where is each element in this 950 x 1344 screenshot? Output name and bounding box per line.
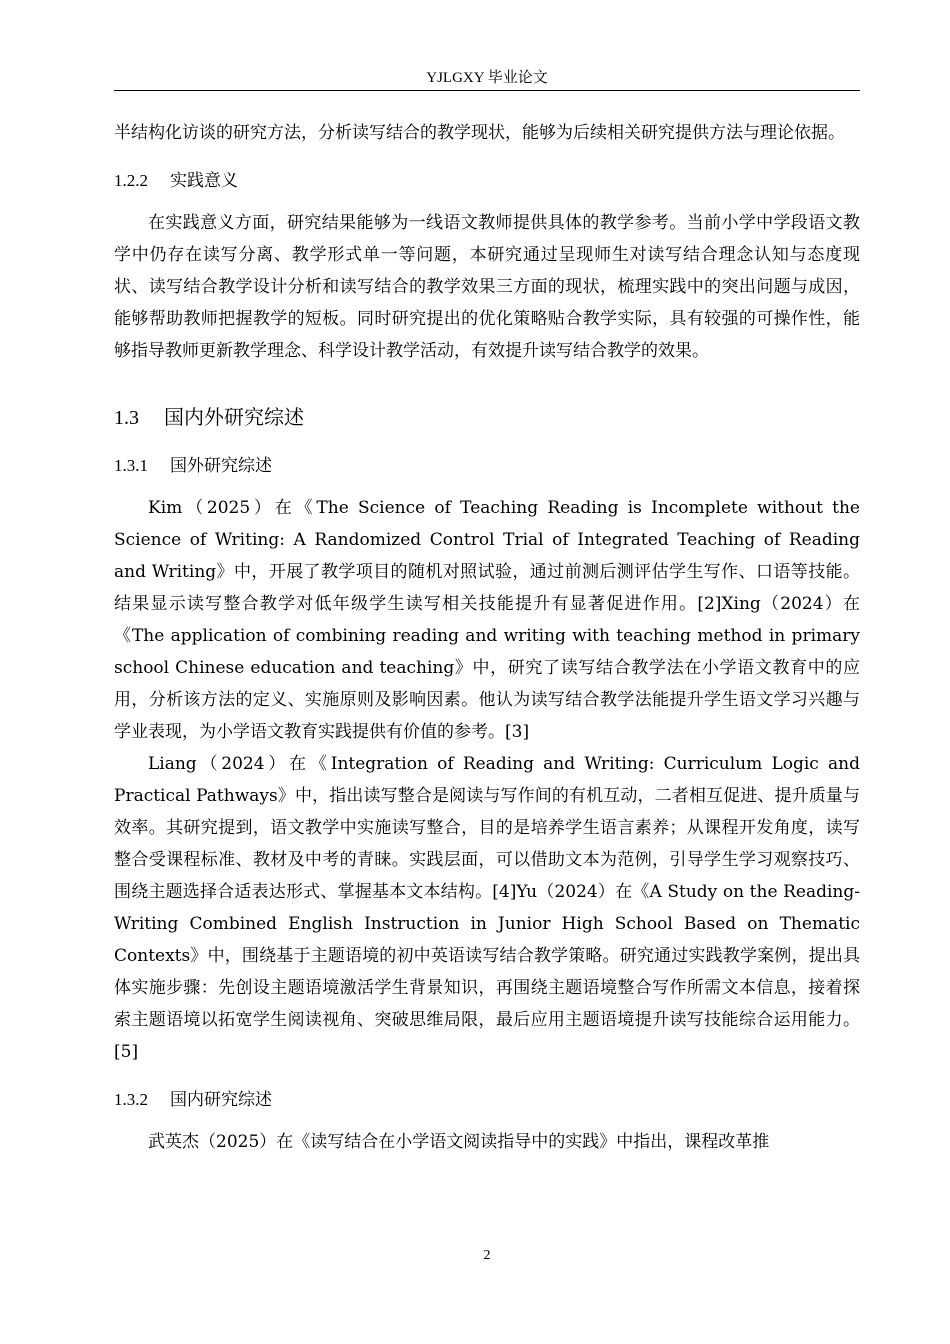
heading-number: 1.3 <box>114 407 139 429</box>
paragraph-continued: 半结构化访谈的研究方法，分析读写结合的教学现状，能够为后续相关研究提供方法与理论依据。 <box>114 123 845 143</box>
heading-number: 1.2.2 <box>114 171 148 190</box>
heading-text: 国内研究综述 <box>170 1090 272 1110</box>
paragraph-practical-significance: 在实践意义方面，研究结果能够为一线语文教师提供具体的教学参考。当前小学中学段语文教学中仍存在读写分离、教学形式单一等问题，本研究通过呈现师生对读写结合理念认知与态度现状、读写结合教学设计分析和读写结合的教学效果三方面的现状，梳理实践中的突出问题与成因，能够帮助教师把握教学的短板。同时研究提出的优化策略贴合教学实际，具有较强的可操作性，能够指导教师更新教学理念、科学设计教学活动，有效提升读写结合教学的效果。 <box>114 213 860 361</box>
heading-1-3-2 <box>114 1088 860 1112</box>
heading-1-3-1 <box>114 454 860 478</box>
heading-1-3 <box>114 403 860 432</box>
page-number: 2 <box>483 1248 491 1263</box>
heading-text: 国外研究综述 <box>170 456 272 476</box>
paragraph-foreign-review-2: Liang（2024）在《Integration of Reading and Writing: Curriculum Logic and Practical Pathways》中，指出读写整合是阅读与写作间的有机互动，二者相互促进、提升质量与效率。其研究提到，语文教学中实施读写整合，目的是培养学生语言素养；从课程开发角度，读写整合受课程标准、教材及中考的青睐。实践层面，可以借助文本为范例，引导学生学习观察技巧、围绕主题选择合适表达形式、掌握基本文本结构。[4]Yu（2024）在《A Study on the Reading-Writing Combined English Instruction in Junior High School Based on Thematic Contexts》中，围绕基于主题语境的初中英语读写结合教学策略。研究通过实践教学案例，提出具体实施步骤：先创设主题语境激活学生背景知识，再围绕主题语境整合写作所需文本信息，接着探索主题语境以拓宽学生阅读视角、突破思维局限，最后应用主题语境提升读写技能综合运用能力。[5] <box>114 754 860 1062</box>
paragraph-foreign-review-1: Kim（2025）在《The Science of Teaching Reading is Incomplete without the Science of Writing: A Randomized Control Trial of Integrated Teaching of Reading and Writing》中，开展了教学项目的随机对照试验，通过前测后测评估学生写作、口语等技能。结果显示读写整合教学对低年级学生读写相关技能提升有显著促进作用。[2]Xing（2024）在《The application of combining reading and writing with teaching method in primary school Chinese education and teaching》中，研究了读写结合教学法在小学语文教育中的应用，分析该方法的定义、实施原则及影响因素。他认为读写结合教学法能提升学生语文学习兴趣与学业表现，为小学语文教育实践提供有价值的参考。[3] <box>114 498 860 742</box>
heading-text: 国内外研究综述 <box>164 405 304 429</box>
heading-text: 实践意义 <box>170 171 238 191</box>
heading-number: 1.3.1 <box>114 456 148 475</box>
paragraph-domestic-review: 武英杰（2025）在《读写结合在小学语文阅读指导中的实践》中指出，课程改革推 <box>148 1132 770 1152</box>
page-body <box>114 117 860 1158</box>
running-header: YJLGXY 毕业论文 <box>426 70 548 86</box>
header-divider <box>114 90 860 91</box>
heading-1-2-2 <box>114 169 860 193</box>
heading-number: 1.3.2 <box>114 1090 148 1109</box>
